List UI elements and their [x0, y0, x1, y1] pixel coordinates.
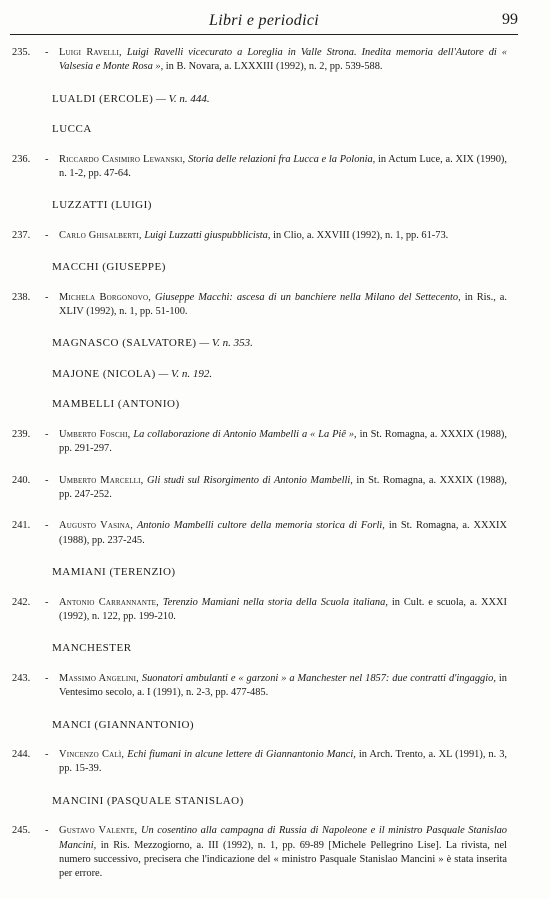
bibliography-entry	[12, 229, 516, 243]
entry-dash: -	[45, 748, 49, 760]
bibliography-entry	[12, 672, 516, 701]
entry-title: La collaborazione di Antonio Mambelli a « La Piê »,	[133, 428, 357, 440]
entry-author: Luigi Ravelli,	[59, 47, 122, 58]
entry-author: Augusto Vasina,	[59, 520, 134, 532]
entry-author: Umberto Foschi,	[59, 428, 131, 440]
bibliography-entry	[12, 596, 516, 625]
cross-reference: — V. n. 192.	[155, 367, 213, 380]
entry-publication: in Ris. Mezzogiorno, a. III (1992), n. 1, pp. 69-89 [Michele Pellegrino Lise]. La rivista, nel numero successivo, precisera che l'indicazione del « ministro Pasquale Stanislao Mancini » è stata inserita per errore.	[59, 839, 507, 880]
entry-publication: in St. Romagna, a. XXXIX (1988), pp. 291-297.	[59, 428, 507, 455]
entry-dash: -	[45, 474, 49, 486]
subject-heading	[12, 397, 516, 411]
subject-heading	[12, 92, 516, 106]
entry-author: Vincenzo Calì,	[59, 748, 125, 760]
entry-author: Carlo Ghisalberti,	[59, 229, 142, 241]
bibliography-entry	[12, 474, 516, 503]
entry-dash: -	[45, 291, 49, 303]
bibliography-entry	[12, 428, 516, 457]
entry-title: Luigi Luzzatti giuspubblicista,	[144, 229, 271, 241]
entry-publication: in St. Romagna, a. XXXIX (1988), pp. 237-245.	[59, 520, 507, 546]
subject-heading	[12, 198, 516, 212]
entry-title: Terenzio Mamiani nella storia della Scuola italiana,	[162, 596, 388, 608]
entry-author: Riccardo Casimiro Lewanski,	[59, 153, 186, 165]
entry-publication: in St. Romagna, a. XXXIX (1988), pp. 247-252.	[59, 474, 507, 500]
subject-name: LUCCA	[52, 123, 92, 136]
bibliography-entry	[12, 748, 516, 777]
cross-reference: — V. n. 444.	[153, 92, 210, 105]
entry-title: Storia delle relazioni fra Lucca e la Polonia,	[188, 153, 376, 165]
entry-title: Gli studi sul Risorgimento di Antonio Mambelli,	[147, 474, 353, 486]
entry-publication: in Clio, a. XXVIII (1992), n. 1, pp. 61-73.	[273, 229, 449, 241]
entry-publication: in Actum Luce, a. XIX (1990), n. 1-2, pp. 47-64.	[59, 153, 507, 180]
subject-heading	[12, 718, 516, 732]
entry-author: Antonio Carrannante,	[59, 596, 159, 608]
subject-heading	[12, 367, 516, 381]
entry-dash: -	[45, 153, 49, 165]
entry-number: 239.	[12, 428, 31, 440]
entry-number: 238.	[12, 291, 31, 303]
subject-heading	[12, 794, 516, 808]
entry-dash: -	[45, 428, 49, 440]
entry-title: Echi fiumani in alcune lettere di Giannantonio Manci,	[127, 748, 356, 760]
entry-publication: in B. Novara, a. LXXXIII (1992), n. 2, pp. 539-588.	[165, 61, 383, 73]
subject-name: MANCHESTER	[52, 642, 132, 655]
bibliography-list	[12, 46, 516, 899]
subject-heading	[12, 565, 516, 579]
entry-body	[59, 596, 507, 625]
bibliography-entry	[12, 519, 516, 548]
header-rule	[10, 34, 518, 35]
entry-number: 240.	[12, 474, 31, 486]
entry-number: 241.	[12, 520, 31, 532]
entry-body	[59, 153, 507, 182]
bibliography-entry	[12, 46, 516, 75]
entry-number: 243.	[12, 672, 31, 684]
cross-reference: — V. n. 353.	[196, 337, 253, 350]
subject-name: MAJONE (NICOLA)	[52, 367, 156, 380]
entry-publication: in Arch. Trento, a. XL (1991), n. 3, pp. 15-39.	[59, 748, 507, 775]
subject-name: MANCI (GIANNANTONIO)	[52, 718, 195, 731]
subject-name: MAGNASCO (SALVATORE)	[52, 337, 197, 350]
entry-author: Umberto Marcelli,	[59, 474, 144, 486]
entry-author: Massimo Angelini,	[59, 672, 139, 684]
entry-body	[59, 519, 507, 548]
entry-body	[59, 824, 507, 882]
subject-name: LUZZATTI (LUIGI)	[52, 199, 152, 212]
entry-title: Giuseppe Macchi: ascesa di un banchiere nella Milano del Settecento,	[155, 291, 461, 303]
entry-dash: -	[45, 672, 49, 684]
entry-body	[59, 229, 507, 243]
entry-dash: -	[45, 47, 49, 58]
entry-dash: -	[45, 596, 49, 608]
entry-body	[59, 428, 507, 457]
entry-title: Antonio Mambelli cultore della memoria storica di Forlì,	[136, 520, 385, 532]
entry-body	[59, 672, 507, 701]
entry-body	[59, 46, 507, 75]
entry-dash: -	[45, 229, 49, 241]
subject-heading	[12, 122, 516, 136]
entry-publication: in Cult. e scuola, a. XXXI (1992), n. 122, pp. 199-210.	[59, 596, 507, 622]
subject-name: MANCINI (PASQUALE STANISLAO)	[52, 794, 244, 807]
bibliography-entry	[12, 291, 516, 320]
entry-dash: -	[45, 520, 49, 532]
subject-heading	[12, 260, 516, 274]
running-title: Libri e periodici	[209, 12, 319, 29]
subject-name: MACCHI (GIUSEPPE)	[52, 261, 166, 274]
entry-body	[59, 474, 507, 503]
entry-number: 244.	[12, 748, 31, 760]
entry-number: 235.	[12, 47, 31, 58]
subject-name: LUALDI (ERCOLE)	[52, 92, 154, 105]
bibliography-entry	[12, 824, 516, 882]
subject-name: MAMBELLI (ANTONIO)	[52, 398, 180, 411]
entry-publication: in Ris., a. XLIV (1992), n. 1, pp. 51-100.	[59, 291, 507, 318]
entry-number: 242.	[12, 596, 31, 608]
page-header	[10, 10, 518, 36]
subject-name: MAMIANI (TERENZIO)	[52, 566, 176, 579]
subject-heading	[12, 641, 516, 655]
entry-dash: -	[45, 825, 49, 837]
entry-author: Gustavo Valente,	[59, 825, 138, 837]
entry-title: Suonatori ambulanti e « garzoni » a Manchester nel 1857: due contratti d'ingaggio,	[141, 672, 496, 684]
entry-number: 236.	[12, 153, 31, 165]
entry-body	[59, 748, 507, 777]
entry-number: 245.	[12, 825, 31, 837]
entry-number: 237.	[12, 229, 31, 241]
entry-title: Un cosentino alla campagna di Russia di Napoleone e il ministro Pasquale Stanislao Mancini,	[59, 825, 507, 851]
entry-publication: in Ventesimo secolo, a. I (1991), n. 2-3, pp. 477-485.	[59, 672, 507, 699]
entry-title: Luigi Ravelli vicecurato a Loreglia in Valle Strona. Inedita memoria dell'Autore di « Valsesia e Monte Rosa »,	[59, 47, 507, 73]
entry-author: Michela Borgonovo,	[59, 291, 152, 303]
entry-body	[59, 291, 507, 320]
bibliography-entry	[12, 153, 516, 182]
page-number: 99	[502, 11, 518, 28]
subject-heading	[12, 336, 516, 350]
